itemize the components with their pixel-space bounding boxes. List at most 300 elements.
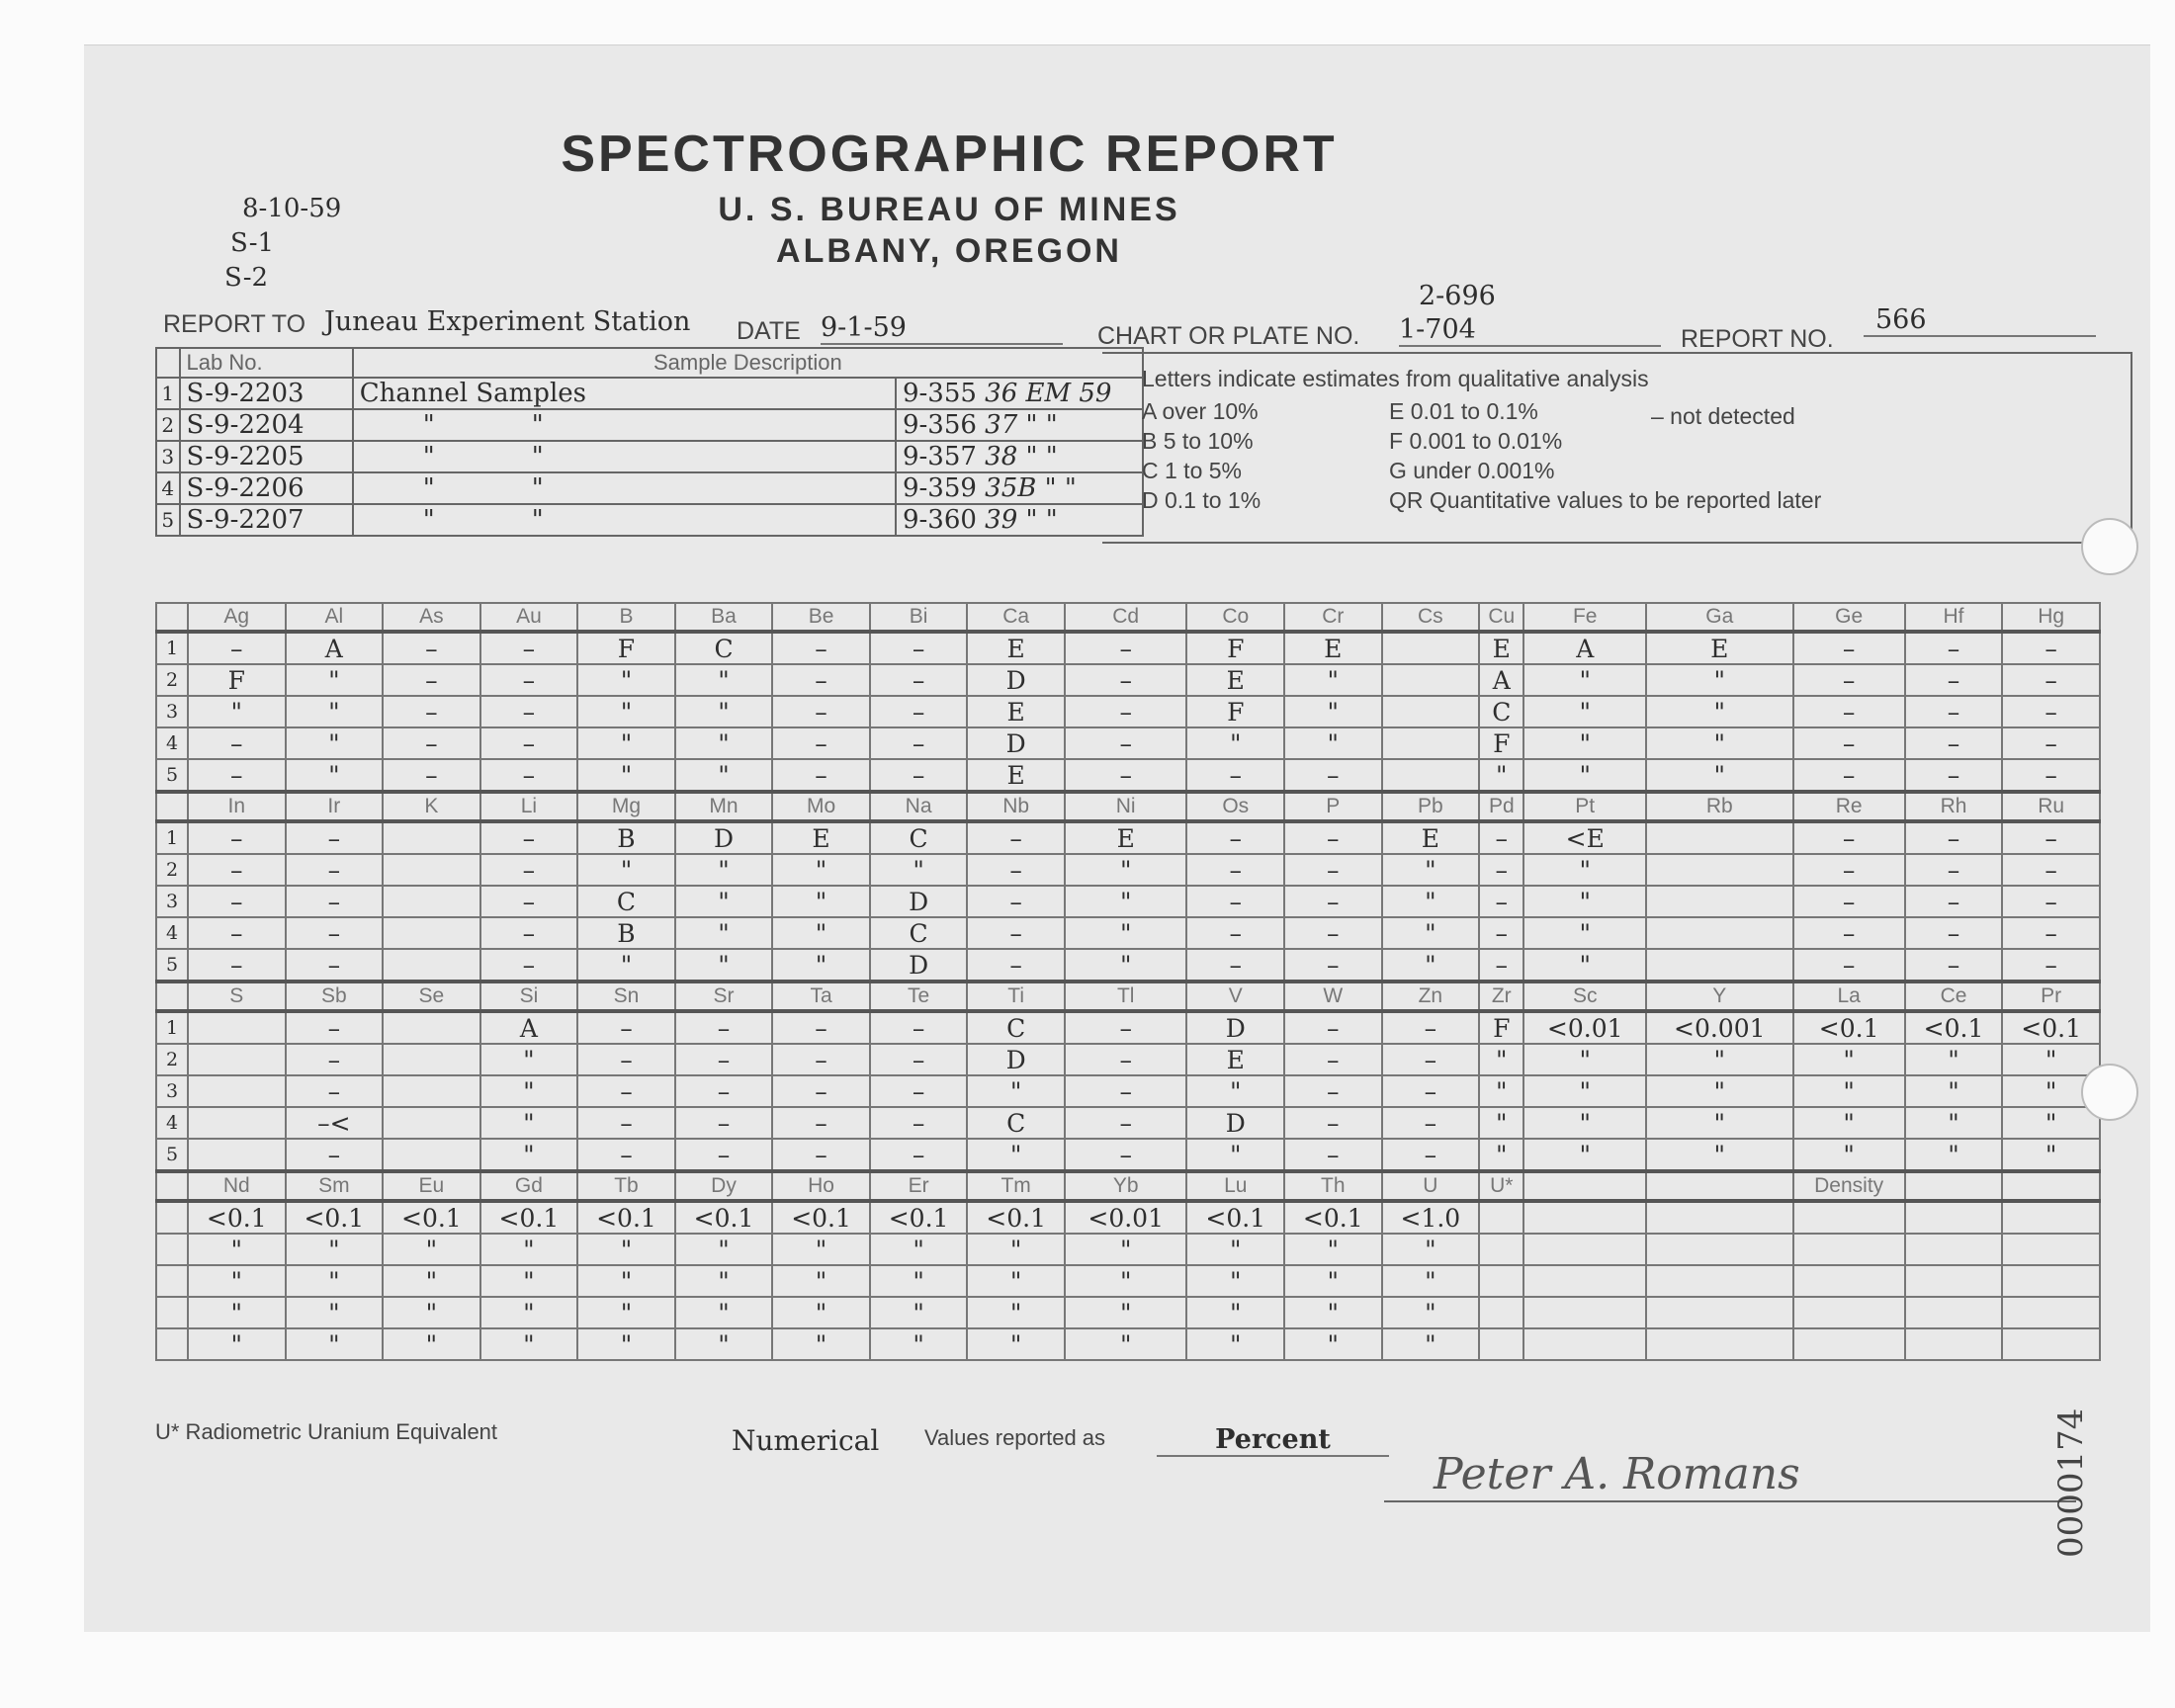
element-value: – bbox=[1382, 1044, 1480, 1075]
element-symbol bbox=[1646, 1171, 1793, 1201]
element-value: – bbox=[870, 1107, 968, 1139]
element-value: – bbox=[188, 821, 286, 854]
element-value: –< bbox=[286, 1107, 384, 1139]
element-value bbox=[188, 1139, 286, 1171]
legend-d: D 0.1 to 1% bbox=[1142, 487, 1262, 513]
element-symbol: W bbox=[1284, 982, 1382, 1011]
element-value: – bbox=[772, 664, 870, 696]
element-value: – bbox=[480, 632, 578, 664]
element-value: – bbox=[1065, 1139, 1187, 1171]
element-symbol: Co bbox=[1186, 603, 1284, 632]
element-result-row bbox=[156, 1075, 2100, 1107]
element-value bbox=[1646, 1234, 1793, 1265]
element-value: " bbox=[1905, 1044, 2003, 1075]
organization-name bbox=[84, 189, 1814, 272]
element-value bbox=[2002, 1297, 2100, 1328]
element-value: " bbox=[675, 949, 773, 982]
element-value: C bbox=[577, 886, 675, 917]
element-value: – bbox=[480, 821, 578, 854]
element-value: – bbox=[1284, 949, 1382, 982]
element-value: – bbox=[1065, 664, 1187, 696]
element-value: <0.1 bbox=[383, 1201, 480, 1234]
element-symbol: Th bbox=[1284, 1171, 1382, 1201]
row-number: 1 bbox=[156, 821, 188, 854]
element-value: <0.1 bbox=[870, 1201, 968, 1234]
element-value: – bbox=[1793, 949, 1905, 982]
lab-no: S-9-2203 bbox=[180, 378, 353, 409]
element-value: – bbox=[675, 1011, 773, 1044]
element-symbol bbox=[2002, 1171, 2100, 1201]
element-value: " bbox=[1284, 1265, 1382, 1297]
element-value: " bbox=[188, 1297, 286, 1328]
element-value: " bbox=[870, 1297, 968, 1328]
row-number: 1 bbox=[156, 632, 188, 664]
element-value: " bbox=[1382, 1297, 1480, 1328]
element-symbol: Ge bbox=[1793, 603, 1905, 632]
element-value: – bbox=[1793, 821, 1905, 854]
element-value: – bbox=[1793, 696, 1905, 727]
sample-description: " " bbox=[353, 504, 896, 536]
element-value bbox=[2002, 1328, 2100, 1360]
element-value: " bbox=[675, 1328, 773, 1360]
element-value: <0.1 bbox=[188, 1201, 286, 1234]
element-value: " bbox=[286, 1265, 384, 1297]
element-value bbox=[188, 1011, 286, 1044]
element-value: – bbox=[1284, 854, 1382, 886]
element-value: " bbox=[577, 727, 675, 759]
element-value bbox=[383, 886, 480, 917]
element-value: " bbox=[577, 1297, 675, 1328]
element-symbol bbox=[1523, 1171, 1646, 1201]
element-symbol: Eu bbox=[383, 1171, 480, 1201]
element-value: " bbox=[1523, 1107, 1646, 1139]
values-reported-label: Values reported as bbox=[924, 1425, 1106, 1450]
report-to-value: Juneau Experiment Station bbox=[324, 306, 691, 337]
element-value bbox=[383, 1044, 480, 1075]
element-value: – bbox=[383, 759, 480, 792]
handwritten-note-s2: S-2 bbox=[224, 263, 269, 293]
element-value: – bbox=[1905, 821, 2003, 854]
element-value bbox=[2002, 1265, 2100, 1297]
element-value: – bbox=[1382, 1075, 1480, 1107]
element-value: <0.1 bbox=[577, 1201, 675, 1234]
element-value: – bbox=[2002, 917, 2100, 949]
element-value: – bbox=[1793, 917, 1905, 949]
element-value: B bbox=[577, 917, 675, 949]
element-value: " bbox=[1646, 1139, 1793, 1171]
element-value: " bbox=[1479, 1044, 1523, 1075]
element-symbol: Y bbox=[1646, 982, 1793, 1011]
element-value: " bbox=[1646, 1107, 1793, 1139]
sample-row: 1 S-9-2203 Channel Samples 9-355 36 EM 59 bbox=[156, 378, 1143, 409]
element-value: <0.1 bbox=[1905, 1011, 2003, 1044]
element-value: " bbox=[1646, 759, 1793, 792]
punch-hole-upper bbox=[2081, 518, 2138, 575]
element-symbol: Tm bbox=[967, 1171, 1065, 1201]
element-value: – bbox=[2002, 854, 2100, 886]
element-value: – bbox=[1065, 727, 1187, 759]
element-value: – bbox=[2002, 632, 2100, 664]
element-value: B bbox=[577, 821, 675, 854]
element-value: " bbox=[967, 1075, 1065, 1107]
element-value: – bbox=[1905, 696, 2003, 727]
element-value: C bbox=[967, 1011, 1065, 1044]
element-symbol: Os bbox=[1186, 792, 1284, 821]
element-value: D bbox=[967, 664, 1065, 696]
element-value: " bbox=[1646, 1075, 1793, 1107]
element-value: " bbox=[2002, 1139, 2100, 1171]
element-value: " bbox=[577, 696, 675, 727]
sample-ref: 9-357 38 " " bbox=[896, 441, 1143, 472]
element-value: – bbox=[1065, 696, 1187, 727]
element-value: – bbox=[1382, 1011, 1480, 1044]
element-value: – bbox=[480, 886, 578, 917]
element-value: " bbox=[1186, 727, 1284, 759]
element-value: – bbox=[480, 759, 578, 792]
element-value bbox=[1646, 949, 1793, 982]
row-number bbox=[156, 1201, 188, 1234]
sample-row: 4 S-9-2206 " " 9-359 35B " " bbox=[156, 472, 1143, 504]
element-value: – bbox=[188, 886, 286, 917]
element-value: – bbox=[383, 632, 480, 664]
element-value: " bbox=[1065, 1297, 1187, 1328]
element-value: <0.1 bbox=[1793, 1011, 1905, 1044]
legend-heading: Letters indicate estimates from qualitative analysis bbox=[1142, 366, 1649, 391]
element-symbol: Bi bbox=[870, 603, 968, 632]
element-value bbox=[383, 1107, 480, 1139]
element-symbol: Zr bbox=[1479, 982, 1523, 1011]
element-value: – bbox=[1793, 632, 1905, 664]
element-value bbox=[1793, 1234, 1905, 1265]
element-symbol: As bbox=[383, 603, 480, 632]
row-number: 2 bbox=[156, 854, 188, 886]
element-value: D bbox=[1186, 1107, 1284, 1139]
element-value: – bbox=[1479, 917, 1523, 949]
element-symbol: Pr bbox=[2002, 982, 2100, 1011]
element-symbol: Ga bbox=[1646, 603, 1793, 632]
element-value: " bbox=[1479, 1107, 1523, 1139]
element-value: – bbox=[1284, 759, 1382, 792]
element-value: " bbox=[1186, 1075, 1284, 1107]
element-result-row bbox=[156, 1044, 2100, 1075]
element-value: – bbox=[480, 664, 578, 696]
element-value: – bbox=[772, 696, 870, 727]
element-value: – bbox=[1284, 821, 1382, 854]
element-value: " bbox=[1905, 1139, 2003, 1171]
handwritten-note-date: 8-10-59 bbox=[242, 194, 342, 223]
element-value: – bbox=[772, 727, 870, 759]
element-value: – bbox=[577, 1139, 675, 1171]
row-number: 3 bbox=[156, 1075, 188, 1107]
element-value: – bbox=[2002, 727, 2100, 759]
element-value: " bbox=[1186, 1265, 1284, 1297]
element-result-row bbox=[156, 1139, 2100, 1171]
element-value: D bbox=[870, 886, 968, 917]
element-symbol: Mg bbox=[577, 792, 675, 821]
element-symbol: Cd bbox=[1065, 603, 1187, 632]
report-no-label: REPORT NO. bbox=[1681, 325, 1834, 353]
element-value: – bbox=[1479, 821, 1523, 854]
element-value: " bbox=[480, 1107, 578, 1139]
element-symbol: Cr bbox=[1284, 603, 1382, 632]
element-value: " bbox=[1382, 1234, 1480, 1265]
element-symbol: Tb bbox=[577, 1171, 675, 1201]
chart-plate-value: 1-704 bbox=[1399, 314, 1661, 347]
element-value: E bbox=[1479, 632, 1523, 664]
element-value: " bbox=[1479, 759, 1523, 792]
element-value: – bbox=[967, 854, 1065, 886]
element-value: " bbox=[1523, 886, 1646, 917]
element-result-row bbox=[156, 886, 2100, 917]
sample-ref: 9-355 36 EM 59 bbox=[896, 378, 1143, 409]
element-symbol: Na bbox=[870, 792, 968, 821]
element-value: – bbox=[1284, 1011, 1382, 1044]
element-value: – bbox=[286, 1011, 384, 1044]
element-value: " bbox=[383, 1328, 480, 1360]
element-value: – bbox=[188, 632, 286, 664]
element-symbol: Cu bbox=[1479, 603, 1523, 632]
element-value: " bbox=[480, 1234, 578, 1265]
element-value: " bbox=[870, 1265, 968, 1297]
element-value: – bbox=[772, 632, 870, 664]
element-symbol: La bbox=[1793, 982, 1905, 1011]
row-number: 5 bbox=[156, 759, 188, 792]
element-value bbox=[1523, 1297, 1646, 1328]
element-value: " bbox=[383, 1297, 480, 1328]
element-value: " bbox=[286, 1297, 384, 1328]
legend-box bbox=[1102, 352, 2132, 544]
element-value: – bbox=[870, 664, 968, 696]
element-value: " bbox=[1479, 1139, 1523, 1171]
element-value: – bbox=[480, 854, 578, 886]
element-value bbox=[2002, 1234, 2100, 1265]
element-value: " bbox=[772, 1297, 870, 1328]
element-value: " bbox=[1065, 854, 1187, 886]
element-value: – bbox=[1065, 1011, 1187, 1044]
sample-row: 5 S-9-2207 " " 9-360 39 " " bbox=[156, 504, 1143, 536]
element-value: F bbox=[1479, 1011, 1523, 1044]
element-value: " bbox=[1646, 696, 1793, 727]
element-value: " bbox=[675, 854, 773, 886]
legend-a: A over 10% bbox=[1142, 398, 1259, 424]
element-value: " bbox=[772, 886, 870, 917]
sample-description: " " bbox=[353, 472, 896, 504]
element-value: <0.1 bbox=[1284, 1201, 1382, 1234]
element-value: – bbox=[1065, 1107, 1187, 1139]
element-value: E bbox=[1065, 821, 1187, 854]
element-symbol: Hg bbox=[2002, 603, 2100, 632]
element-value: " bbox=[1065, 1328, 1187, 1360]
element-value: – bbox=[1905, 759, 2003, 792]
element-value: " bbox=[2002, 1075, 2100, 1107]
legend-not-detected: – not detected bbox=[1651, 403, 1795, 429]
element-symbol: Ag bbox=[188, 603, 286, 632]
element-symbol: S bbox=[188, 982, 286, 1011]
element-value: – bbox=[1284, 917, 1382, 949]
element-value: – bbox=[870, 1075, 968, 1107]
element-result-row bbox=[156, 759, 2100, 792]
element-value: – bbox=[2002, 664, 2100, 696]
element-symbol: Ca bbox=[967, 603, 1065, 632]
element-symbol: Density bbox=[1793, 1171, 1905, 1201]
element-symbol: Tl bbox=[1065, 982, 1187, 1011]
element-value bbox=[188, 1107, 286, 1139]
row-number: 5 bbox=[156, 949, 188, 982]
element-value: – bbox=[577, 1075, 675, 1107]
element-value: <0.01 bbox=[1523, 1011, 1646, 1044]
element-value: " bbox=[1793, 1075, 1905, 1107]
element-value: " bbox=[967, 1234, 1065, 1265]
element-result-row bbox=[156, 949, 2100, 982]
element-value: " bbox=[675, 917, 773, 949]
sample-ref: 9-359 35B " " bbox=[896, 472, 1143, 504]
element-value: " bbox=[577, 664, 675, 696]
element-value: – bbox=[188, 854, 286, 886]
element-value: – bbox=[1186, 886, 1284, 917]
element-value: " bbox=[1646, 1044, 1793, 1075]
element-result-row bbox=[156, 854, 2100, 886]
element-value: – bbox=[1065, 632, 1187, 664]
row-number bbox=[156, 1297, 188, 1328]
element-value: " bbox=[1905, 1107, 2003, 1139]
row-number bbox=[156, 1328, 188, 1360]
sample-description: " " bbox=[353, 409, 896, 441]
element-symbol: Pb bbox=[1382, 792, 1480, 821]
element-value: D bbox=[1186, 1011, 1284, 1044]
element-value: " bbox=[2002, 1107, 2100, 1139]
element-value bbox=[1479, 1201, 1523, 1234]
element-value: – bbox=[870, 632, 968, 664]
element-value: A bbox=[1523, 632, 1646, 664]
element-value bbox=[1905, 1328, 2003, 1360]
element-value: – bbox=[286, 1044, 384, 1075]
element-symbol: Re bbox=[1793, 792, 1905, 821]
element-value: " bbox=[675, 759, 773, 792]
element-value: " bbox=[675, 1265, 773, 1297]
element-symbol: Lu bbox=[1186, 1171, 1284, 1201]
element-value: " bbox=[383, 1234, 480, 1265]
element-value: – bbox=[1905, 664, 2003, 696]
element-header-row bbox=[156, 982, 2100, 1011]
element-value: C bbox=[675, 632, 773, 664]
element-value: " bbox=[286, 1328, 384, 1360]
element-symbol: P bbox=[1284, 792, 1382, 821]
element-value: – bbox=[1905, 632, 2003, 664]
element-value bbox=[1523, 1234, 1646, 1265]
element-value: " bbox=[772, 1328, 870, 1360]
element-value bbox=[1793, 1265, 1905, 1297]
element-value: – bbox=[383, 696, 480, 727]
row-number: 1 bbox=[156, 1011, 188, 1044]
element-value bbox=[1793, 1297, 1905, 1328]
element-value: <0.1 bbox=[286, 1201, 384, 1234]
element-value: <0.1 bbox=[1186, 1201, 1284, 1234]
element-value: " bbox=[1523, 696, 1646, 727]
element-value: D bbox=[675, 821, 773, 854]
element-value: " bbox=[1793, 1107, 1905, 1139]
element-symbol: Nb bbox=[967, 792, 1065, 821]
element-value: – bbox=[480, 727, 578, 759]
element-value: " bbox=[1523, 854, 1646, 886]
element-value: – bbox=[772, 1044, 870, 1075]
element-value: " bbox=[1905, 1075, 2003, 1107]
element-value: E bbox=[1186, 664, 1284, 696]
element-value: – bbox=[383, 664, 480, 696]
element-value: – bbox=[286, 917, 384, 949]
element-value: – bbox=[1382, 1139, 1480, 1171]
element-symbol: Ba bbox=[675, 603, 773, 632]
element-result-row bbox=[156, 1107, 2100, 1139]
element-value: – bbox=[772, 1139, 870, 1171]
element-symbol: Be bbox=[772, 603, 870, 632]
element-value: " bbox=[1382, 854, 1480, 886]
element-value: F bbox=[1186, 632, 1284, 664]
element-value: " bbox=[1523, 1139, 1646, 1171]
element-value: – bbox=[188, 917, 286, 949]
element-symbol: Mo bbox=[772, 792, 870, 821]
element-symbol: Au bbox=[480, 603, 578, 632]
element-value bbox=[1382, 632, 1480, 664]
element-value: " bbox=[286, 1234, 384, 1265]
element-value bbox=[1793, 1328, 1905, 1360]
element-value: " bbox=[1793, 1044, 1905, 1075]
uranium-equivalent-note: U* Radiometric Uranium Equivalent bbox=[155, 1419, 498, 1444]
chart-plate-label: CHART OR PLATE NO. bbox=[1097, 322, 1360, 350]
element-value: " bbox=[1284, 1328, 1382, 1360]
element-value: – bbox=[870, 696, 968, 727]
element-value: " bbox=[1382, 949, 1480, 982]
element-value: F bbox=[188, 664, 286, 696]
element-value: – bbox=[1065, 759, 1187, 792]
element-value: D bbox=[870, 949, 968, 982]
row-number: 5 bbox=[156, 1139, 188, 1171]
element-value: " bbox=[675, 664, 773, 696]
element-value: – bbox=[675, 1044, 773, 1075]
element-value: – bbox=[2002, 821, 2100, 854]
element-value: " bbox=[1479, 1075, 1523, 1107]
element-value: – bbox=[772, 759, 870, 792]
handwritten-note-s1: S-1 bbox=[230, 228, 275, 258]
lab-no: S-9-2204 bbox=[180, 409, 353, 441]
element-value: " bbox=[1284, 1297, 1382, 1328]
element-value: E bbox=[1382, 821, 1480, 854]
element-value bbox=[1646, 854, 1793, 886]
element-value bbox=[383, 917, 480, 949]
element-value: " bbox=[1065, 949, 1187, 982]
element-value: – bbox=[1479, 854, 1523, 886]
element-symbol: Fe bbox=[1523, 603, 1646, 632]
element-value: F bbox=[1479, 727, 1523, 759]
lab-no: S-9-2205 bbox=[180, 441, 353, 472]
element-value: – bbox=[1186, 854, 1284, 886]
element-value bbox=[1905, 1265, 2003, 1297]
element-value: <0.001 bbox=[1646, 1011, 1793, 1044]
element-value: " bbox=[1382, 1328, 1480, 1360]
element-value: <0.01 bbox=[1065, 1201, 1187, 1234]
element-header-row bbox=[156, 1171, 2100, 1201]
element-value: – bbox=[1065, 1075, 1187, 1107]
element-value: " bbox=[1065, 917, 1187, 949]
element-symbol: Sr bbox=[675, 982, 773, 1011]
element-value: " bbox=[772, 854, 870, 886]
element-value: – bbox=[1793, 854, 1905, 886]
archive-stamp: 0000174 bbox=[2051, 1408, 2091, 1558]
element-value: – bbox=[1284, 1107, 1382, 1139]
element-value: – bbox=[188, 727, 286, 759]
legend-b: B 5 to 10% bbox=[1142, 428, 1254, 454]
element-value: E bbox=[1186, 1044, 1284, 1075]
element-value: – bbox=[286, 949, 384, 982]
